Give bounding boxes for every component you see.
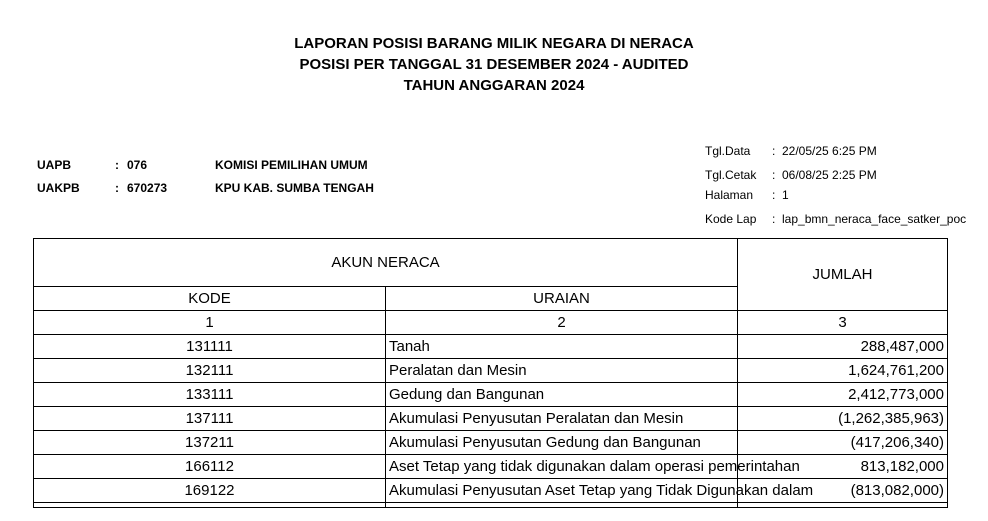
row-uraian: Akumulasi Penyusutan Gedung dan Bangunan <box>386 431 738 455</box>
uakpb-code: 670273 <box>127 181 168 195</box>
uakpb-label: UAKPB <box>37 181 80 195</box>
row-jumlah: 2,412,773,000 <box>738 383 948 407</box>
row-kode: 137111 <box>34 407 386 431</box>
row-jumlah: (417,206,340) <box>738 431 948 455</box>
kode-header: KODE <box>34 287 386 311</box>
tgl-cetak-colon: : <box>772 168 776 182</box>
row-uraian: Peralatan dan Mesin <box>386 359 738 383</box>
table-row <box>34 479 948 503</box>
row-uraian: Gedung dan Bangunan <box>386 383 738 407</box>
kode-lap-colon: : <box>772 212 776 226</box>
row-jumlah: 813,182,000 <box>738 455 948 479</box>
uapb-code: 076 <box>127 158 148 172</box>
tgl-cetak-label: Tgl.Cetak <box>705 168 757 182</box>
uakpb-name: KPU KAB. SUMBA TENGAH <box>215 181 374 195</box>
halaman-label: Halaman <box>705 188 754 202</box>
row-uraian: Tanah <box>386 335 738 359</box>
title-line-1: LAPORAN POSISI BARANG MILIK NEGARA DI NERACA <box>294 35 694 52</box>
row-kode: 131111 <box>34 335 386 359</box>
tgl-data-label: Tgl.Data <box>705 144 751 158</box>
table-header-row-1 <box>34 239 948 287</box>
row-kode: 166112 <box>34 455 386 479</box>
row-kode: 133111 <box>34 383 386 407</box>
table-row <box>34 359 948 383</box>
row-uraian: Aset Tetap yang tidak digunakan dalam operasi pemerintahan <box>386 455 738 479</box>
row-kode: 137211 <box>34 431 386 455</box>
tgl-cetak-value: 06/08/25 2:25 PM <box>782 168 877 182</box>
uapb-colon: : <box>115 158 119 172</box>
col-number-3: 3 <box>738 311 948 335</box>
row-uraian: Akumulasi Penyusutan Aset Tetap yang Tidak Digunakan dalam <box>386 479 738 503</box>
halaman-value: 1 <box>782 188 789 202</box>
table-row <box>34 383 948 407</box>
uapb-label: UAPB <box>37 158 72 172</box>
row-jumlah: (813,082,000) <box>738 479 948 503</box>
halaman-colon: : <box>772 188 776 202</box>
column-number-row <box>34 311 948 335</box>
row-jumlah: 288,487,000 <box>738 335 948 359</box>
uapb-name: KOMISI PEMILIHAN UMUM <box>215 158 368 172</box>
jumlah-header: JUMLAH <box>738 239 948 311</box>
akun-neraca-header: AKUN NERACA <box>34 239 738 287</box>
kode-lap-label: Kode Lap <box>705 212 757 226</box>
table-row <box>34 431 948 455</box>
neraca-table <box>33 238 948 508</box>
table-row <box>34 455 948 479</box>
col-number-2: 2 <box>386 311 738 335</box>
uraian-header: URAIAN <box>386 287 738 311</box>
kode-lap-value: lap_bmn_neraca_face_satker_poc <box>782 212 967 226</box>
report-title <box>0 33 988 96</box>
row-uraian: Akumulasi Penyusutan Peralatan dan Mesin <box>386 407 738 431</box>
table-row-continuation <box>34 503 948 508</box>
table-row <box>34 407 948 431</box>
continuation-uraian <box>386 503 738 508</box>
uakpb-colon: : <box>115 181 119 195</box>
continuation-jumlah <box>738 503 948 508</box>
row-kode: 132111 <box>34 359 386 383</box>
col-number-1: 1 <box>34 311 386 335</box>
title-line-2: POSISI PER TANGGAL 31 DESEMBER 2024 - AUDITED <box>299 56 689 73</box>
continuation-kode <box>34 503 386 508</box>
table-row <box>34 335 948 359</box>
row-jumlah: 1,624,761,200 <box>738 359 948 383</box>
tgl-data-colon: : <box>772 144 776 158</box>
row-kode: 169122 <box>34 479 386 503</box>
row-jumlah: (1,262,385,963) <box>738 407 948 431</box>
title-line-3: TAHUN ANGGARAN 2024 <box>403 77 585 94</box>
tgl-data-value: 22/05/25 6:25 PM <box>782 144 877 158</box>
